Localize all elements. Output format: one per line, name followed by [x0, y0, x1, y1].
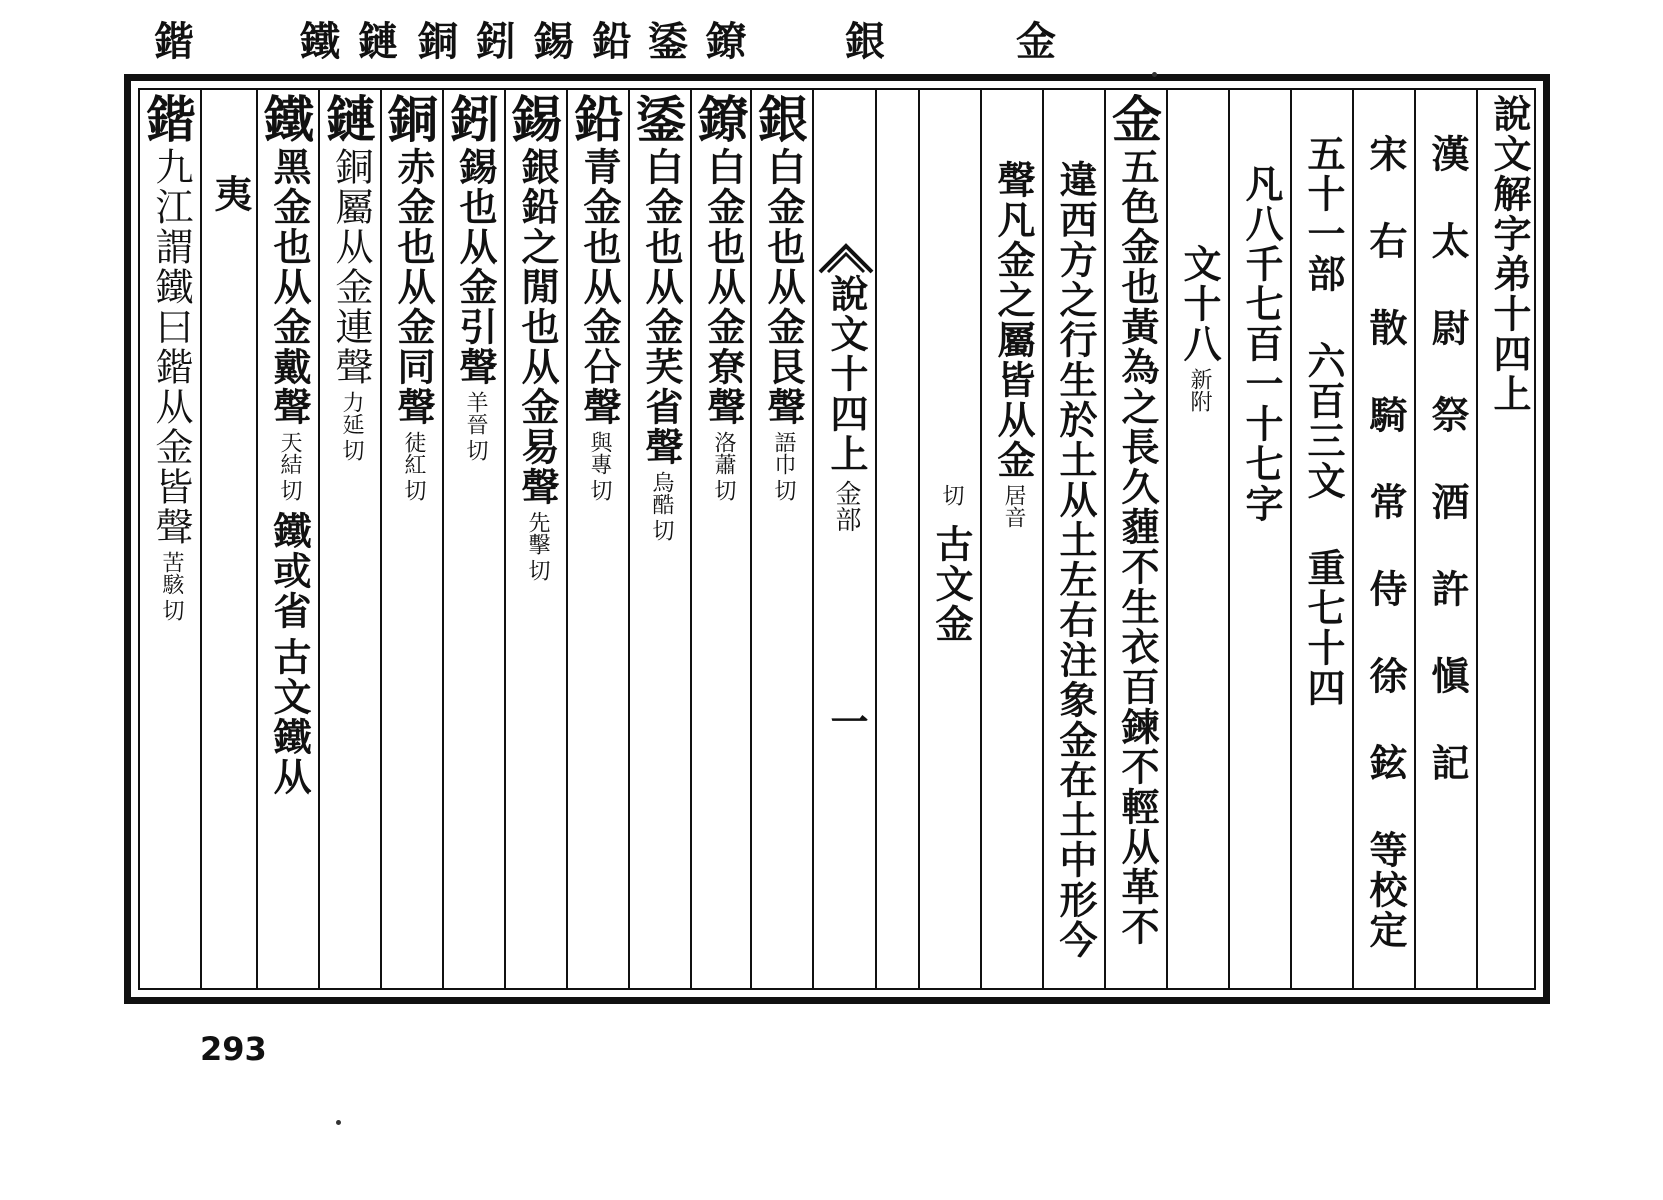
page-number: 293: [200, 1030, 267, 1068]
entry-jin-text-2: 違西方之行生於土从土左右注象金在土中形今: [1053, 160, 1098, 960]
count-line-1: 五十一部 六百三文 重七十四: [1301, 134, 1346, 708]
running-head-tie: 鐵: [300, 18, 340, 65]
entry-yin-column: [755, 94, 811, 984]
entry-yin-text: 白金也从金艮聲: [761, 146, 806, 427]
entry-jin-text-1: 五色金也黃為之長久薶不生衣百鍊不輕从革不: [1115, 146, 1160, 947]
running-head-lian: 鏈: [358, 18, 398, 65]
entry-qian-note2: 切: [587, 478, 612, 501]
entry-liao-note2: 切: [711, 478, 736, 501]
entry-xi-text: 銀鉛之閒也从金易聲: [515, 146, 560, 507]
running-head-yin: 銀: [845, 18, 885, 65]
entry-tie-ancient: 古文鐵从: [267, 636, 312, 797]
column-rule: [1228, 88, 1230, 990]
entry-tong-column: [385, 94, 441, 984]
fold-number: 一: [824, 702, 869, 742]
entry-jin-column-4: [923, 94, 979, 984]
entry-jin-seal-column: [1109, 94, 1165, 984]
scan-speck: [1152, 72, 1157, 77]
seal-lian: 鏈: [326, 94, 376, 149]
entry-yin-note2: 切: [771, 478, 796, 501]
fold-section: 金部: [831, 480, 861, 532]
seal-wu: 鋈: [636, 94, 686, 149]
entry-xi-column: [509, 94, 565, 984]
entry-tie-column: [261, 94, 317, 984]
center-fold: [815, 240, 877, 800]
column-rule: [1414, 88, 1416, 990]
entry-tie-text: 黑金也从金戴聲: [267, 146, 312, 427]
seal-jin: 金: [1112, 94, 1162, 149]
column-rule: [504, 88, 506, 990]
entry-kai-text: 九江謂鐵曰鍇从金皆聲: [149, 146, 193, 547]
entry-kai-column: [143, 94, 199, 984]
column-rule: [1290, 88, 1292, 990]
column-rule: [1476, 88, 1478, 990]
entry-tong-text: 赤金也从金同聲: [391, 146, 436, 427]
entry-yin2-note: 羊晉: [463, 390, 488, 435]
entry-yi-column: [205, 94, 255, 984]
entry-kai-note: 苦駭: [159, 550, 184, 595]
column-rule: [566, 88, 568, 990]
book-title: 說文解字弟十四上: [1487, 94, 1532, 414]
seal-tie: 鐵: [264, 94, 314, 149]
running-head-kai: 鍇: [154, 18, 194, 65]
seal-qian: 鉛: [574, 94, 624, 149]
entry-qian-column: [571, 94, 627, 984]
entry-tie-note2: 切: [277, 478, 302, 501]
author-line-2: 宋 右 散 騎 常 侍 徐 鉉 等校定: [1363, 134, 1408, 950]
running-head-jin: 金: [1016, 18, 1056, 65]
entry-jin-note-2: 切: [939, 484, 964, 506]
entry-jin-ancient: 古文金: [929, 524, 974, 644]
author-line-1: 漢 太 尉 祭 酒 許 愼 記: [1425, 134, 1470, 783]
seal-tong: 銅: [388, 94, 438, 149]
seal-yin: 銀: [758, 94, 808, 149]
column-rule: [256, 88, 258, 990]
seal-kai: 鍇: [146, 94, 196, 149]
entry-kai-note2: 切: [159, 598, 184, 621]
entry-liao-text: 白金也从金尞聲: [701, 146, 746, 427]
column-rule: [1352, 88, 1354, 990]
running-head-wu: 鋈: [648, 18, 688, 65]
entry-jin-column-3: [985, 94, 1041, 984]
count-line-2: 凡八千七百一十七字: [1239, 164, 1284, 524]
column-rule: [1104, 88, 1106, 990]
count-line-3: 文十八: [1177, 244, 1222, 364]
entry-liao-column: [695, 94, 751, 984]
entry-tie-note: 天結: [277, 430, 302, 475]
running-head-liao: 鐐: [706, 18, 746, 65]
entry-yi-text: 夷: [208, 174, 253, 214]
title-column: [1481, 94, 1537, 984]
entry-yin2-text: 錫也从金引聲: [453, 146, 498, 387]
seal-xi: 錫: [512, 94, 562, 149]
count-line-3-note: 新附: [1187, 368, 1212, 412]
entry-jin-text-3: 聲凡金之屬皆从金: [991, 160, 1036, 480]
entry-xi-note2: 切: [525, 558, 550, 581]
author-column-2: [1357, 94, 1413, 984]
entry-wu-note: 烏酷: [649, 470, 674, 515]
column-rule: [812, 88, 814, 990]
entry-lian-text: 銅屬从金連聲: [329, 146, 373, 387]
column-rule: [200, 88, 202, 990]
entry-tie-variant: 鐵或省: [267, 510, 312, 631]
column-rule: [690, 88, 692, 990]
entry-wu-column: [633, 94, 689, 984]
column-rule: [318, 88, 320, 990]
column-rule: [1042, 88, 1044, 990]
seal-liao: 鐐: [698, 94, 748, 149]
entry-wu-note2: 切: [649, 518, 674, 541]
entry-lian-note: 力延: [339, 390, 364, 435]
running-head-xi: 錫: [534, 18, 574, 65]
column-rule: [442, 88, 444, 990]
fold-chevron-icon: [818, 240, 874, 274]
entry-qian-text: 青金也从金㕣聲: [577, 146, 622, 427]
running-head-yin2: 鈏: [476, 18, 516, 65]
entry-liao-note: 洛蕭: [711, 430, 736, 475]
entry-yin2-note2: 切: [463, 438, 488, 461]
entry-tong-note2: 切: [401, 478, 426, 501]
column-rule: [980, 88, 982, 990]
running-head-tong: 銅: [418, 18, 458, 65]
entry-xi-note: 先擊: [525, 510, 550, 555]
entry-tong-note: 徒紅: [401, 430, 426, 475]
running-head-qian: 鉛: [592, 18, 632, 65]
count-column-2: [1233, 94, 1289, 984]
count-column-3: [1171, 94, 1227, 984]
entry-lian-column: [323, 94, 379, 984]
entry-jin-note: 居音: [1001, 484, 1026, 528]
column-rule: [380, 88, 382, 990]
entry-yin-note: 語巾: [771, 430, 796, 475]
seal-yin2: 鈏: [450, 94, 500, 149]
entry-yin2-column: [447, 94, 503, 984]
entry-wu-text: 白金也从金芺省聲: [639, 146, 684, 467]
scan-speck: [336, 1120, 341, 1125]
entry-jin-column-2: [1047, 94, 1103, 984]
author-column-1: [1419, 94, 1475, 984]
entry-qian-note: 與專: [587, 430, 612, 475]
count-column-1: [1295, 94, 1351, 984]
column-rule: [1166, 88, 1168, 990]
entry-lian-note2: 切: [339, 438, 364, 461]
column-rule: [918, 88, 920, 990]
column-rule: [628, 88, 630, 990]
fold-title: 說文十四上: [824, 274, 869, 474]
